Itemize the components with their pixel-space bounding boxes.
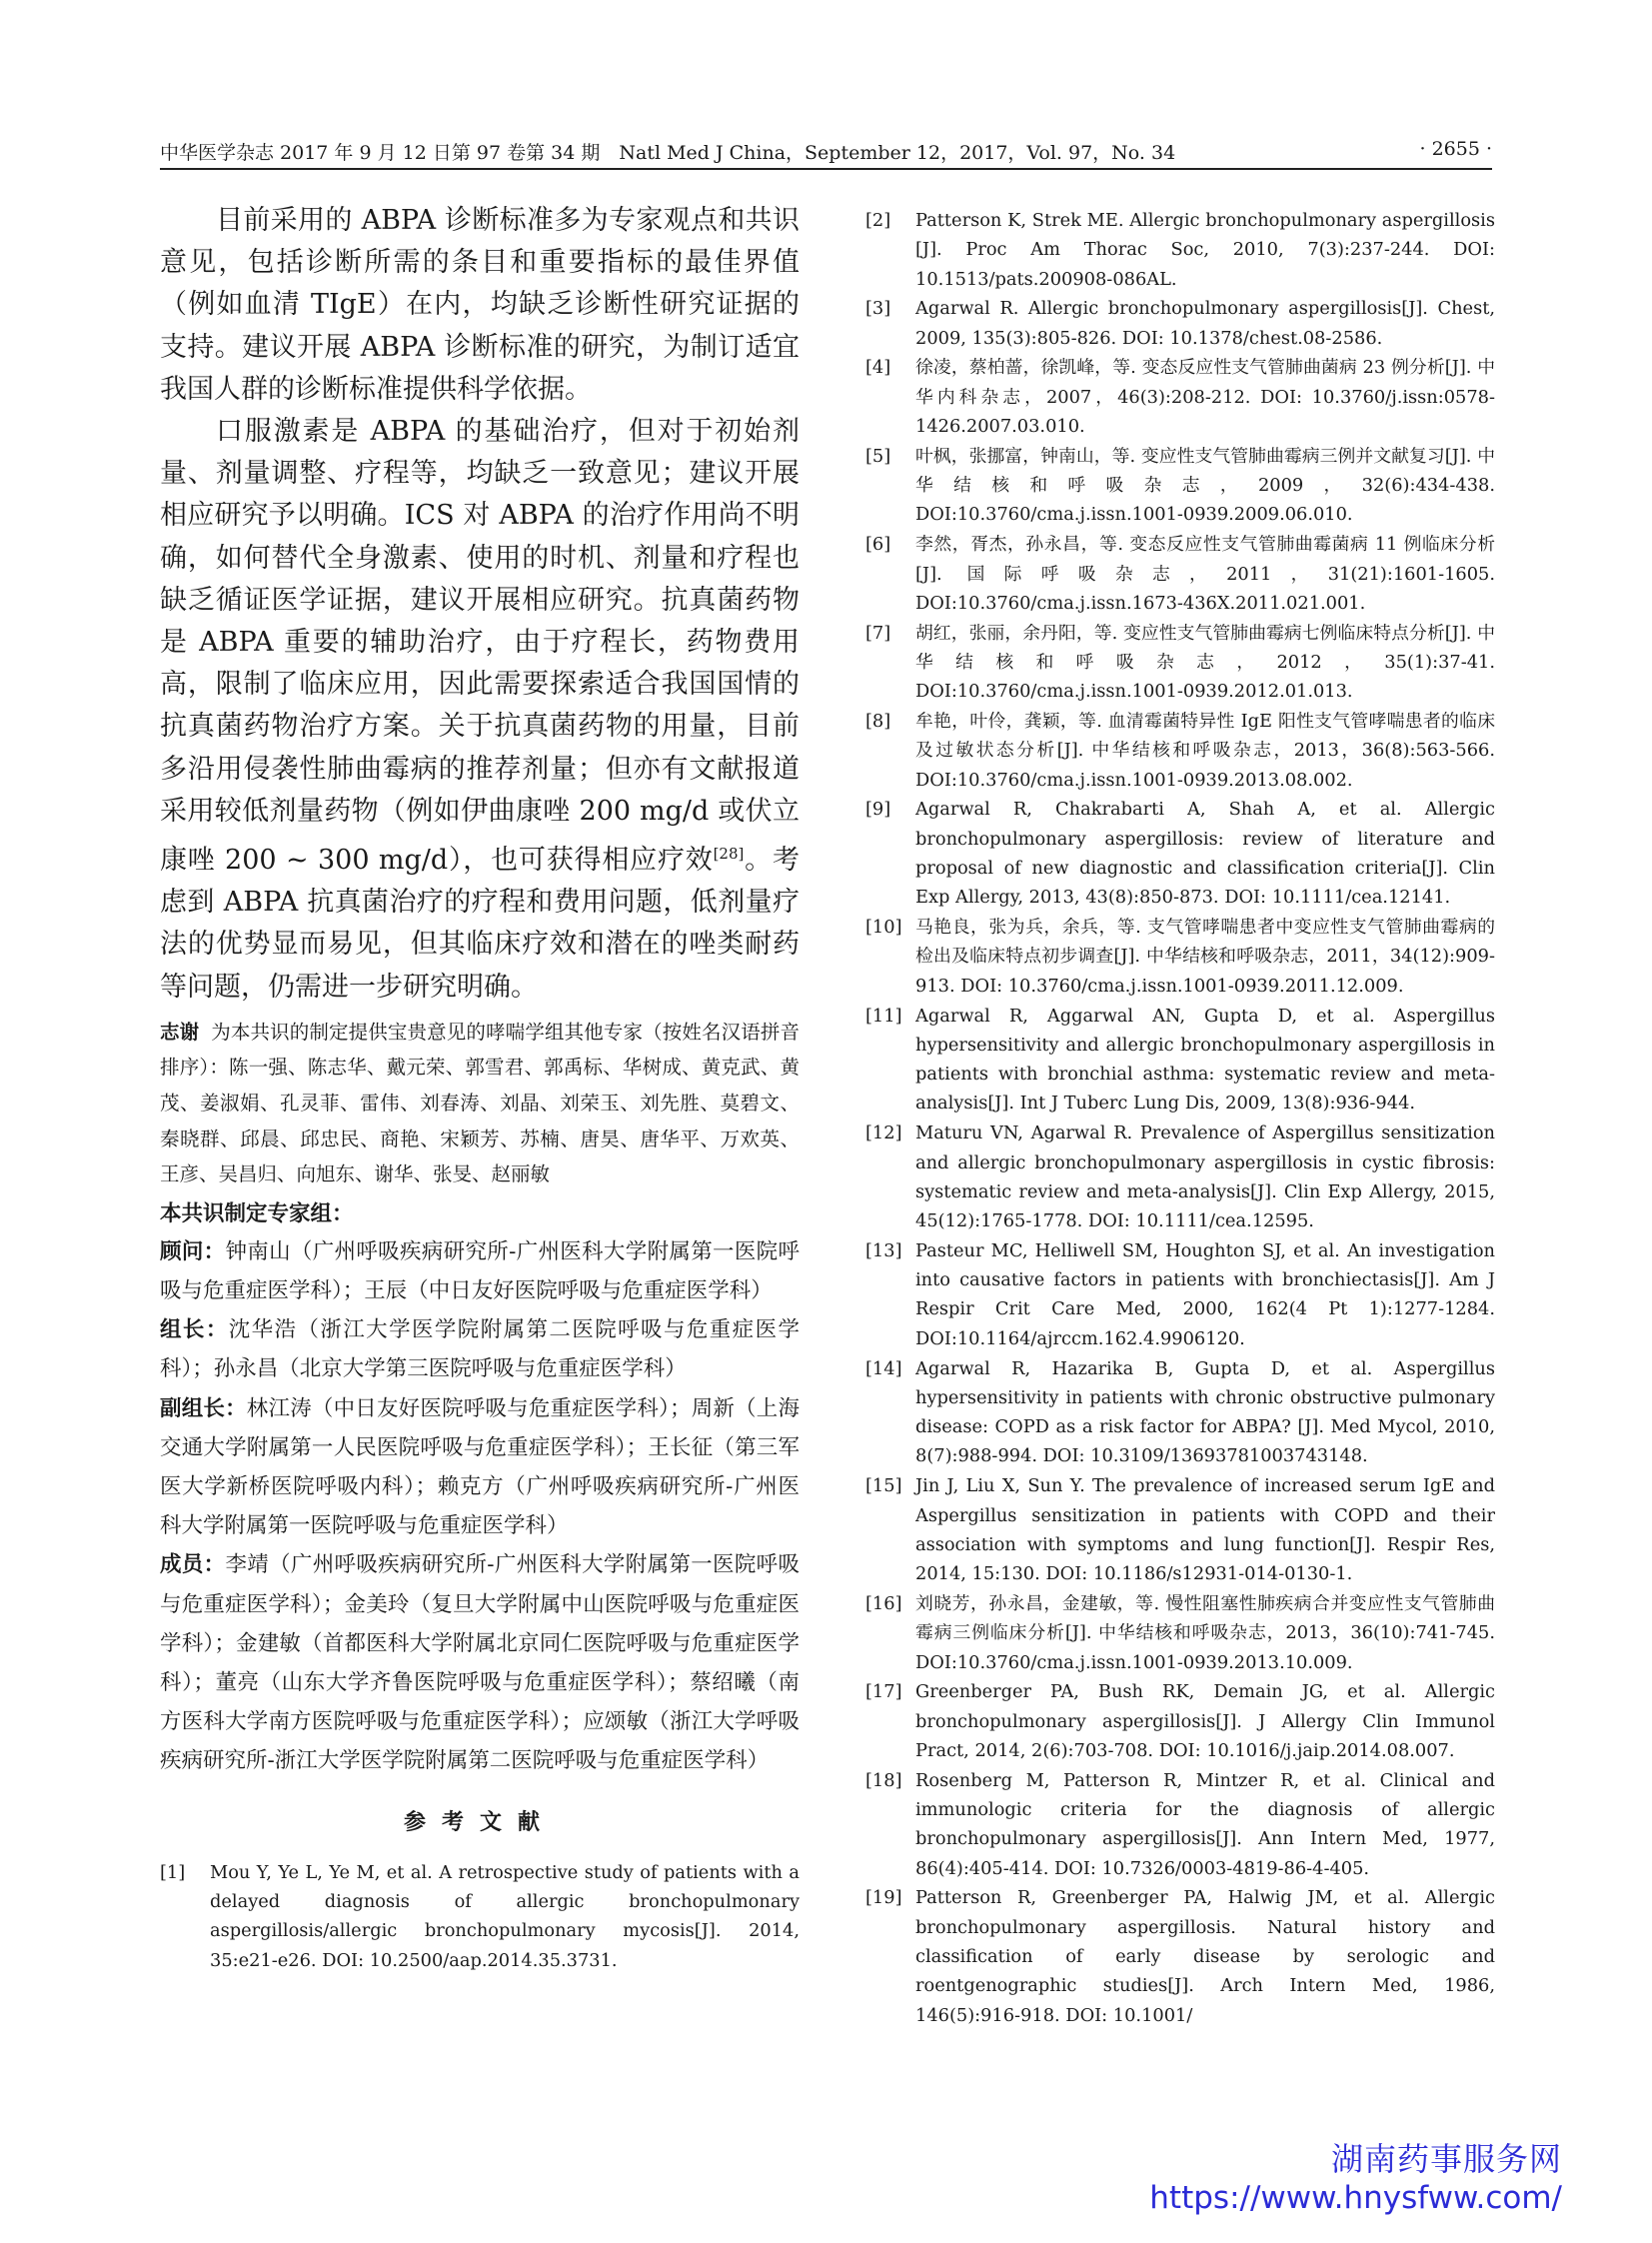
reference-number: [19] (865, 1887, 902, 1909)
reference-text: Jin J, Liu X, Sun Y. The prevalence of increased serum IgE and Aspergillus sensitization in patients with COPD and their association with symptoms and lung function[J]. Respir Res, 2014, 15:130. DOI: 10.1186/s12931-014-0130-1. (915, 1475, 1495, 1585)
reference-item (865, 442, 1495, 530)
reference-text: Agarwal R, Hazarika B, Gupta D, et al. Aspergillus hypersensitivity in patients with chronic obstructive pulmonary disease: COPD as a risk factor for ABPA? [J]. Med Mycol, 2010, 8(7):988-994. DOI: 10.3109/13693781003743148. (915, 1357, 1495, 1467)
reference-item (865, 913, 1495, 1001)
reference-item (865, 1471, 1495, 1588)
reference-item (865, 795, 1495, 912)
reference-text: 叶枫，张挪富，钟南山，等. 变应性支气管肺曲霉病三例并文献复习[J]. 中华结核和呼吸杂志，2009，32(6):434-438. DOI:10.3760/cma.j.issn.1001-0939.2009.06.010. (915, 445, 1495, 526)
reference-number: [7] (865, 622, 891, 644)
reference-text: 马艳良，张为兵，余兵，等. 支气管哮喘患者中变应性支气管肺曲霉病的检出及临床特点初步调查[J]. 中华结核和呼吸杂志，2011，34(12):909-913. DOI: 10.3760/cma.j.issn.1001-0939.2011.12.009. (915, 917, 1495, 997)
reference-number: [16] (865, 1592, 902, 1614)
expert-group-label: 组长： (160, 1317, 229, 1343)
reference-text: Agarwal R, Aggarwal AN, Gupta D, et al. Aspergillus hypersensitivity and allergic bronchopulmonary aspergillosis in patients with bronchial asthma: systematic review and meta-analysis[J]. Int J Tuberc Lung Dis, 2009, 13(8):936-944. (915, 1005, 1495, 1115)
reference-text: 刘晓芳，孙永昌，金建敏，等. 慢性阻塞性肺疾病合并变应性支气管肺曲霉病三例临床分析[J]. 中华结核和呼吸杂志，2013，36(10):741-745. DOI:10.3760/cma.j.issn.1001-0939.2013.10.009. (915, 1592, 1495, 1673)
reference-text: Mou Y, Ye L, Ye M, et al. A retrospective study of patients with a delayed diagnosis of allergic bronchopulmonary aspergillosis/allergic bronchopulmonary mycosis[J]. 2014, 35:e21-e26. DOI: 10.2500/aap.2014.35.3731. (210, 1861, 800, 1971)
reference-item (865, 353, 1495, 441)
expert-group-deputy-leaders (160, 1389, 800, 1546)
watermark-url[interactable]: https://www.hnysfww.com/ (1149, 2180, 1562, 2216)
acknowledgement-text: 为本共识的制定提供宝贵意见的哮喘学组其他专家（按姓名汉语拼音排序）：陈一强、陈志华、戴元荣、郭雪君、郭禹标、华树成、黄克武、黄茂、姜淑娟、孔灵菲、雷伟、刘春涛、刘晶、刘荣玉、刘先胜、莫碧文、秦晓群、邱晨、邱忠民、商艳、宋颖芳、苏楠、唐昊、唐华平、万欢英、王彦、吴昌归、向旭东、谢华、张旻、赵丽敏 (160, 1020, 800, 1186)
reference-number: [4] (865, 357, 891, 379)
reference-number: [2] (865, 210, 891, 231)
reference-number: [15] (865, 1475, 902, 1497)
reference-text: Pasteur MC, Helliwell SM, Houghton SJ, et al. An investigation into causative factors in patients with bronchiectasis[J]. Am J Respir Crit Care Med, 2000, 162(4 Pt 1):1277-1284. DOI:10.1164/ajrccm.162.4.9906120. (915, 1239, 1495, 1349)
site-watermark (1149, 2139, 1562, 2217)
reference-text: 李然，胥杰，孙永昌，等. 变态反应性支气管肺曲霉菌病 11 例临床分析[J]. 国际呼吸杂志，2011，31(21):1601-1605. DOI:10.3760/cma.j.issn.1673-436X.2011.021.001. (915, 534, 1495, 614)
body-paragraph-2-tail: 。考虑到 ABPA 抗真菌治疗的疗程和费用问题，低剂量疗法的优势显而易见，但其临床疗效和潜在的唑类耐药等问题，仍需进一步研究明确。 (160, 845, 800, 1003)
reference-number: [6] (865, 534, 891, 556)
left-column (160, 200, 800, 1975)
expert-group-label: 成员： (160, 1552, 226, 1578)
reference-item (865, 1766, 1495, 1883)
expert-group-label: 顾问： (160, 1238, 226, 1264)
reference-number: [11] (865, 1005, 902, 1027)
reference-item (160, 1858, 800, 1975)
reference-item (865, 1589, 1495, 1677)
reference-item (865, 619, 1495, 707)
expert-group-text: 林江涛（中日友好医院呼吸与危重症医学科）；周新（上海交通大学附属第一人民医院呼吸与危重症医学科）；王长征（第三军医大学新桥医院呼吸内科）；赖克方（广州呼吸疾病研究所-广州医科大学附属第一医院呼吸与危重症医学科） (160, 1395, 800, 1539)
reference-number: [10] (865, 917, 902, 939)
reference-number: [3] (865, 298, 891, 320)
reference-number: [17] (865, 1681, 902, 1703)
reference-text: Greenberger PA, Bush RK, Demain JG, et al. Allergic bronchopulmonary aspergillosis[J]. J Allergy Clin Immunol Pract, 2014, 2(6):703-708. DOI: 10.1016/j.jaip.2014.08.007. (915, 1681, 1495, 1761)
expert-group-text: 沈华浩（浙江大学医学院附属第二医院呼吸与危重症医学科）；孙永昌（北京大学第三医院呼吸与危重症医学科） (160, 1317, 800, 1382)
expert-group-advisors (160, 1232, 800, 1310)
reference-item (865, 1119, 1495, 1235)
reference-text: 徐凌，蔡柏蔷，徐凯峰，等. 变态反应性支气管肺曲菌病 23 例分析[J]. 中华内科杂志，2007，46(3):208-212. DOI: 10.3760/j.issn:0578-1426.2007.03.010. (915, 357, 1495, 438)
references-title: 参考文献 (403, 1809, 556, 1835)
journal-citation: 中华医学杂志 2017 年 9 月 12 日第 97 卷第 34 期 Natl Med J China，September 12，2017，Vol. 97，No. 34 (160, 142, 1176, 164)
expert-group-text: 钟南山（广州呼吸疾病研究所-广州医科大学附属第一医院呼吸与危重症医学科）；王辰（中日友好医院呼吸与危重症医学科） (160, 1238, 800, 1304)
reference-item (865, 206, 1495, 294)
reference-number: [12] (865, 1122, 902, 1144)
running-header (160, 134, 1492, 170)
reference-number: [5] (865, 445, 891, 467)
reference-text: Patterson K, Strek ME. Allergic bronchopulmonary aspergillosis [J]. Proc Am Thorac Soc, 2010, 7(3):237-244. DOI: 10.1513/pats.200908-086AL. (915, 210, 1495, 290)
reference-item (865, 707, 1495, 795)
acknowledgement (160, 1015, 800, 1192)
reference-text: Agarwal R, Chakrabarti A, Shah A, et al. Allergic bronchopulmonary aspergillosis: review of literature and proposal of new diagnostic and classification criteria[J]. Clin Exp Allergy, 2013, 43(8):850-873. DOI: 10.1111/cea.12141. (915, 799, 1495, 909)
reference-item (865, 1354, 1495, 1471)
reference-number: [1] (160, 1861, 186, 1883)
body-paragraph-2 (160, 411, 800, 1009)
reference-item (865, 530, 1495, 618)
reference-number: [14] (865, 1357, 902, 1379)
right-column (865, 206, 1495, 2030)
body-paragraph-1: 目前采用的 ABPA 诊断标准多为专家观点和共识意见，包括诊断所需的条目和重要指标的最佳界值（例如血清 TIgE）在内，均缺乏诊断性研究证据的支持。建议开展 ABPA 诊断标准的研究，为制订适宜我国人群的诊断标准提供科学依据。 (160, 205, 800, 405)
body-paragraph-2-text: 口服激素是 ABPA 的基础治疗，但对于初始剂量、剂量调整、疗程等，均缺乏一致意见；建议开展相应研究予以明确。ICS 对 ABPA 的治疗作用尚不明确，如何替代全身激素、使用的时机、剂量和疗程也缺乏循证医学证据，建议开展相应研究。抗真菌药物是 ABPA 重要的辅助治疗，由于疗程长，药物费用高，限制了临床应用，因此需要探索适合我国国情的抗真菌药物治疗方案。关于抗真菌药物的用量，目前多沿用侵袭性肺曲霉病的推荐剂量；但亦有文献报道采用较低剂量药物（例如伊曲康唑 200 mg/d 或伏立康唑 200 ~ 300 mg/d），也可获得相应疗效 (160, 416, 800, 877)
expert-group-text: 李靖（广州呼吸疾病研究所-广州医科大学附属第一医院呼吸与危重症医学科）；金美玲（复旦大学附属中山医院呼吸与危重症医学科）；金建敏（首都医科大学附属北京同仁医院呼吸与危重症医学科）；董亮（山东大学齐鲁医院呼吸与危重症医学科）；蔡绍曦（南方医科大学南方医院呼吸与危重症医学科）；应颂敏（浙江大学呼吸疾病研究所-浙江大学医学院附属第二医院呼吸与危重症医学科） (160, 1552, 800, 1774)
reference-item (865, 1002, 1495, 1119)
reference-item (865, 1883, 1495, 2029)
reference-number: [8] (865, 711, 891, 733)
reference-number: [13] (865, 1239, 902, 1261)
reference-item (865, 1236, 1495, 1353)
expert-group-leaders (160, 1310, 800, 1388)
reference-text: Maturu VN, Agarwal R. Prevalence of Aspergillus sensitization and allergic bronchopulmonary aspergillosis in cystic fibrosis: systematic review and meta-analysis[J]. Clin Exp Allergy, 2015, 45(12):1765-1778. DOI: 10.1111/cea.12595. (915, 1122, 1495, 1232)
reference-item (865, 1677, 1495, 1765)
page-number: · 2655 · (1419, 138, 1492, 160)
reference-item (865, 294, 1495, 353)
reference-number: [18] (865, 1769, 902, 1791)
expert-group-label: 副组长： (160, 1395, 247, 1421)
reference-text: 胡红，张丽，余丹阳，等. 变应性支气管肺曲霉病七例临床特点分析[J]. 中华结核和呼吸杂志，2012，35(1):37-41. DOI:10.3760/cma.j.issn.1001-0939.2012.01.013. (915, 622, 1495, 703)
watermark-name: 湖南药事服务网 (1330, 2140, 1562, 2178)
reference-text: Agarwal R. Allergic bronchopulmonary aspergillosis[J]. Chest, 2009, 135(3):805-826. DOI: 10.1378/chest.08-2586. (915, 298, 1495, 349)
reference-text: Patterson R, Greenberger PA, Halwig JM, et al. Allergic bronchopulmonary aspergillosis. Natural history and classification of early disease by serologic and roentgenographic studies[J]. Arch Intern Med, 1986, 146(5):916-918. DOI: 10.1001/ (915, 1887, 1495, 2026)
acknowledgement-title: 志谢 (160, 1020, 200, 1044)
citation-28[interactable]: [28] (713, 845, 745, 864)
experts-title: 本共识制定专家组： (160, 1200, 354, 1226)
reference-text: 牟艳，叶伶，龚颖，等. 血清霉菌特异性 IgE 阳性支气管哮喘患者的临床及过敏状态分析[J]. 中华结核和呼吸杂志，2013，36(8):563-566. DOI:10.3760/cma.j.issn.1001-0939.2013.08.002. (915, 711, 1495, 791)
expert-group-members (160, 1545, 800, 1780)
reference-number: [9] (865, 799, 891, 821)
reference-text: Rosenberg M, Patterson R, Mintzer R, et al. Clinical and immunologic criteria for the diagnosis of allergic bronchopulmonary aspergillosis[J]. Ann Intern Med, 1977, 86(4):405-414. DOI: 10.7326/0003-4819-86-4-405. (915, 1769, 1495, 1879)
